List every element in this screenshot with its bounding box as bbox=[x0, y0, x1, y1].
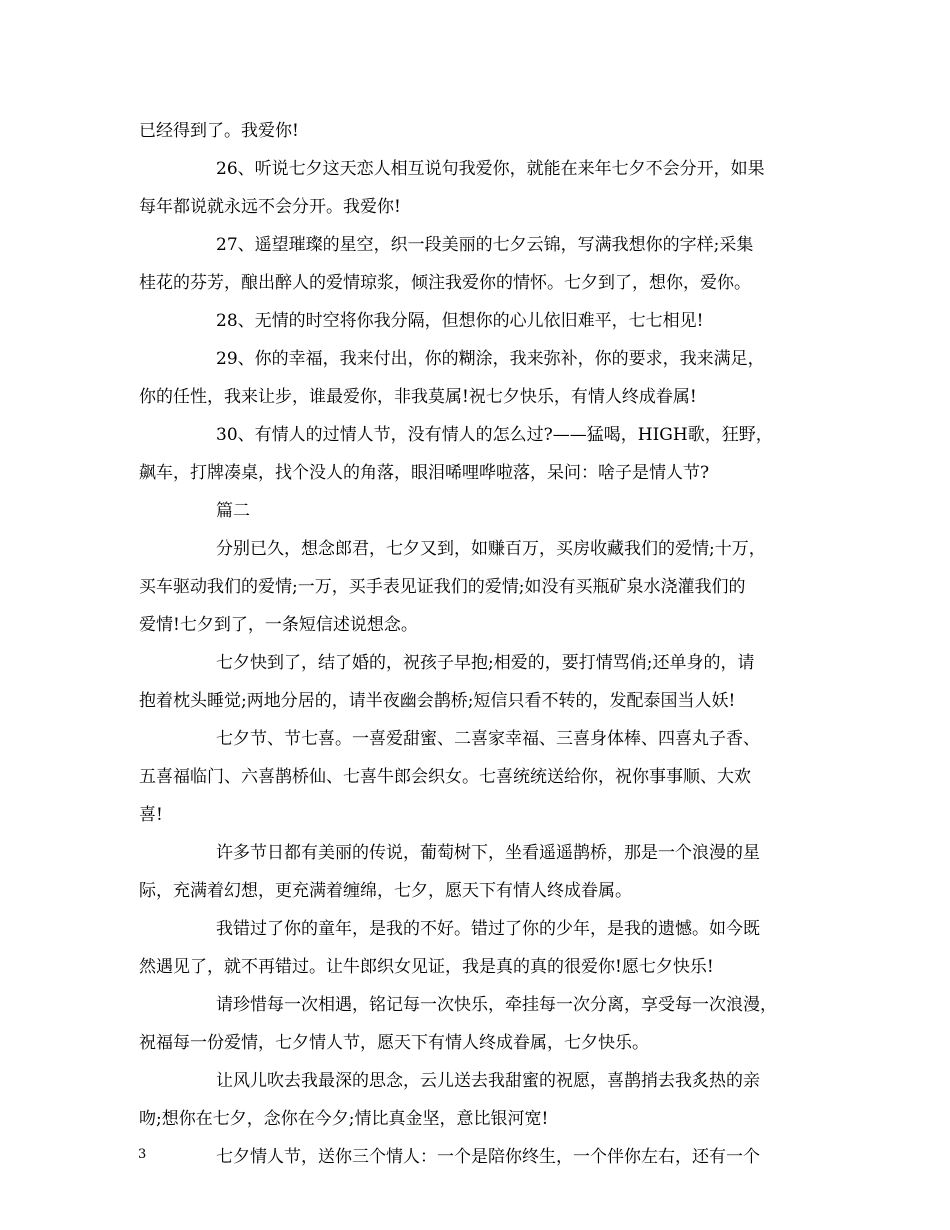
paragraph-line: 祝福每一份爱情，七夕情人节，愿天下有情人终成眷属，七夕快乐。 bbox=[139, 1033, 649, 1053]
paragraph-line: 每年都说就永远不会分开。我爱你! bbox=[139, 197, 401, 217]
paragraph-first-line: 七夕快到了，结了婚的，祝孩子早抱;相爱的，要打情骂俏;还单身的，请 bbox=[216, 653, 755, 673]
paragraph-first-line: 28、无情的时空将你我分隔，但想你的心儿依旧难平，七七相见! bbox=[216, 311, 704, 331]
paragraph-first-line: 29、你的幸福，我来付出，你的糊涂，我来弥补，你的要求，我来满足， bbox=[216, 349, 765, 369]
paragraph-first-line: 分别已久，想念郎君，七夕又到，如赚百万，买房收藏我们的爱情;十万， bbox=[216, 539, 766, 559]
paragraph-first-line: 篇二 bbox=[216, 501, 250, 521]
paragraph-line: 飙车，打牌凑桌，找个没人的角落，眼泪唏哩哗啦落，呆问：啥子是情人节? bbox=[139, 463, 710, 483]
paragraph-first-line: 七夕情人节，送你三个情人：一个是陪你终生，一个伴你左右，还有一个 bbox=[216, 1147, 760, 1167]
paragraph-line: 喜! bbox=[139, 805, 163, 825]
paragraph-first-line: 请珍惜每一次相遇，铭记每一次快乐，牵挂每一次分离，享受每一次浪漫， bbox=[216, 995, 777, 1015]
paragraph-first-line: 27、遥望璀璨的星空，织一段美丽的七夕云锦，写满我想你的字样;采集 bbox=[216, 235, 754, 255]
page-number: 3 bbox=[138, 1147, 147, 1162]
paragraph-line: 抱着枕头睡觉;两地分居的，请半夜幽会鹊桥;短信只看不转的，发配泰国当人妖! bbox=[139, 691, 736, 711]
paragraph-first-line: 26、听说七夕这天恋人相互说句我爱你，就能在来年七夕不会分开，如果 bbox=[216, 159, 765, 179]
paragraph-first-line: 让风儿吹去我最深的思念，云儿送去我甜蜜的祝愿，喜鹊捎去我炙热的亲 bbox=[216, 1071, 760, 1091]
paragraph-line: 五喜福临门、六喜鹊桥仙、七喜牛郎会织女。七喜统统送给你，祝你事事顺、大欢 bbox=[139, 767, 751, 787]
document-body bbox=[139, 112, 829, 1176]
paragraph-line: 际，充满着幻想，更充满着缠绵，七夕，愿天下有情人终成眷属。 bbox=[139, 881, 632, 901]
paragraph-line: 然遇见了，就不再错过。让牛郎织女见证，我是真的真的很爱你!愿七夕快乐! bbox=[139, 957, 714, 977]
paragraph-first-line: 我错过了你的童年，是我的不好。错过了你的少年，是我的遗憾。如今既 bbox=[216, 919, 760, 939]
paragraph-first-line: 30、有情人的过情人节，没有情人的怎么过?——猛喝，HIGH歌，狂野， bbox=[216, 425, 773, 445]
paragraph-line: 已经得到了。我爱你! bbox=[139, 121, 299, 141]
paragraph-first-line: 许多节日都有美丽的传说，葡萄树下，坐看遥遥鹊桥，那是一个浪漫的星 bbox=[216, 843, 760, 863]
paragraph-first-line: 七夕节、节七喜。一喜爱甜蜜、二喜家幸福、三喜身体棒、四喜丸子香、 bbox=[216, 729, 760, 749]
paragraph-line: 爱情!七夕到了，一条短信述说想念。 bbox=[139, 615, 418, 635]
paragraph-line: 桂花的芬芳，酿出醉人的爱情琼浆，倾注我爱你的情怀。七夕到了，想你，爱你。 bbox=[139, 273, 751, 293]
paragraph-line: 买车驱动我们的爱情;一万，买手表见证我们的爱情;如没有买瓶矿泉水浇灌我们的 bbox=[139, 577, 746, 597]
paragraph-line: 你的任性，我来让步，谁最爱你，非我莫属!祝七夕快乐，有情人终成眷属! bbox=[139, 387, 697, 407]
paragraph-line: 吻;想你在七夕，念你在今夕;情比真金坚，意比银河宽! bbox=[139, 1109, 549, 1129]
